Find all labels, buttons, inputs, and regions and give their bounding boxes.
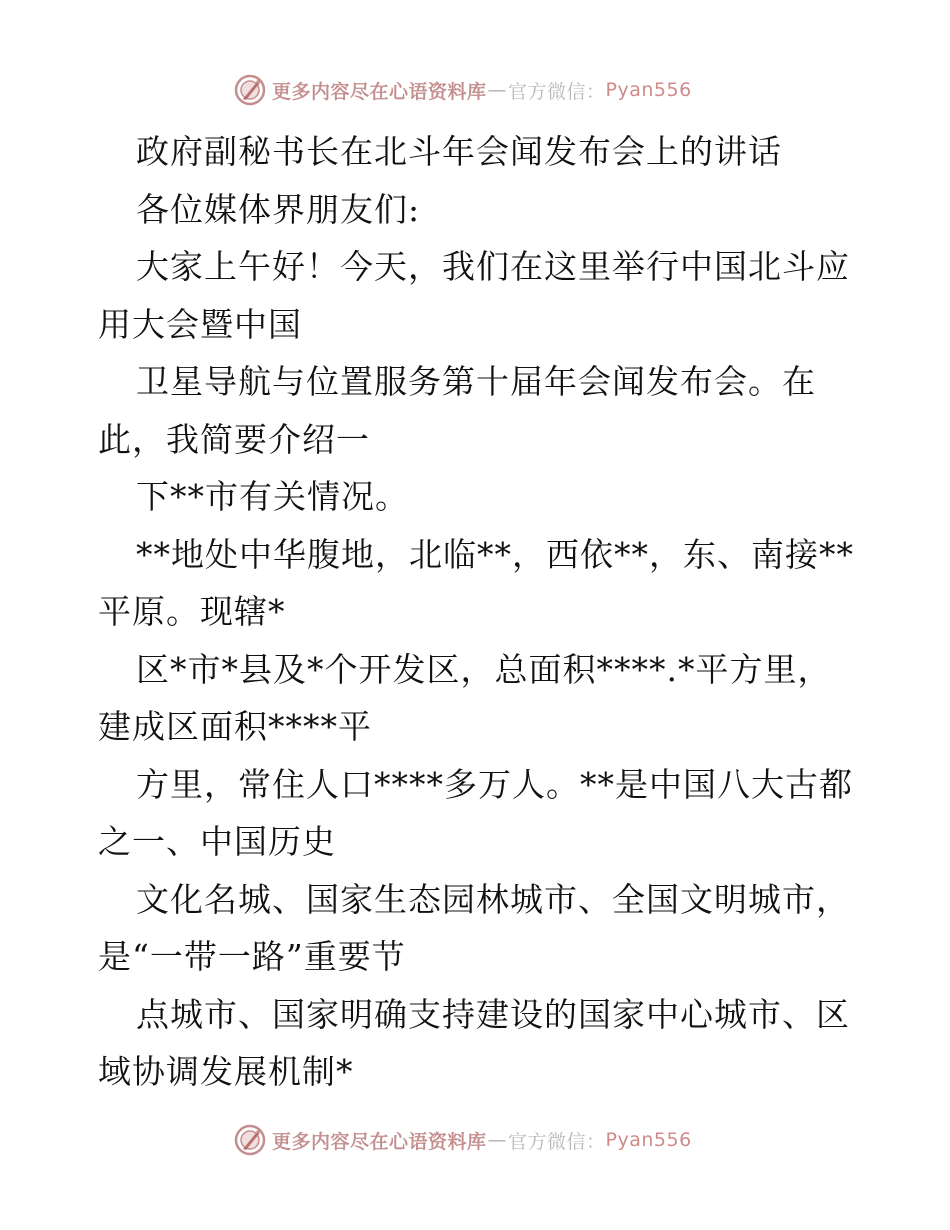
feather-pen-logo-icon <box>234 74 266 106</box>
watermark-footer <box>234 1122 692 1158</box>
document-line: 点城市、国家明确支持建设的国家中心城市、区 <box>136 994 850 1034</box>
document-line: 卫星导航与位置服务第十届年会闻发布会。在 <box>136 362 816 401</box>
watermark-dash: — <box>487 79 508 101</box>
document-line: 此，我简要介绍一 <box>98 419 370 459</box>
document-line: 方里，常住人口****多万人。**是中国八大古都 <box>136 764 853 804</box>
watermark-wechat-id: Pyan556 <box>605 79 692 101</box>
document-line: 大家上午好！今天，我们在这里举行中国北斗应 <box>136 247 850 286</box>
document-line: 平原。现辖* <box>98 592 286 631</box>
watermark-dash: — <box>487 1129 508 1151</box>
watermark-brand: 更多内容尽在心语资料库 <box>272 1130 487 1153</box>
watermark-wechat-label: 官方微信： <box>508 1130 606 1153</box>
document-line: 下**市有关情况。 <box>136 477 409 516</box>
watermark-brand: 更多内容尽在心语资料库 <box>272 80 487 103</box>
document-line: **地处中华腹地，北临**，西依**，东、南接** <box>136 534 854 574</box>
document-line: 文化名城、国家生态园林城市、全国文明城市， <box>136 879 850 919</box>
watermark-header <box>234 72 692 108</box>
document-line: 是“一带一路”重要节 <box>98 937 406 976</box>
document-title-line: 政府副秘书长在北斗年会闻发布会上的讲话 <box>136 132 782 171</box>
document-body <box>98 123 858 1101</box>
document-line: 域协调发展机制* <box>98 1052 354 1091</box>
watermark-wechat-label: 官方微信： <box>508 80 606 103</box>
document-line: 用大会暨中国 <box>98 304 302 344</box>
watermark-wechat-id: Pyan556 <box>605 1129 692 1151</box>
document-line: 区*市*县及*个开发区，总面积****.*平方里， <box>136 649 832 689</box>
document-line: 之一、中国历史 <box>98 822 336 861</box>
feather-pen-logo-icon <box>234 1124 266 1156</box>
document-line: 各位媒体界朋友们: <box>136 189 421 229</box>
document-line: 建成区面积****平 <box>98 707 372 746</box>
